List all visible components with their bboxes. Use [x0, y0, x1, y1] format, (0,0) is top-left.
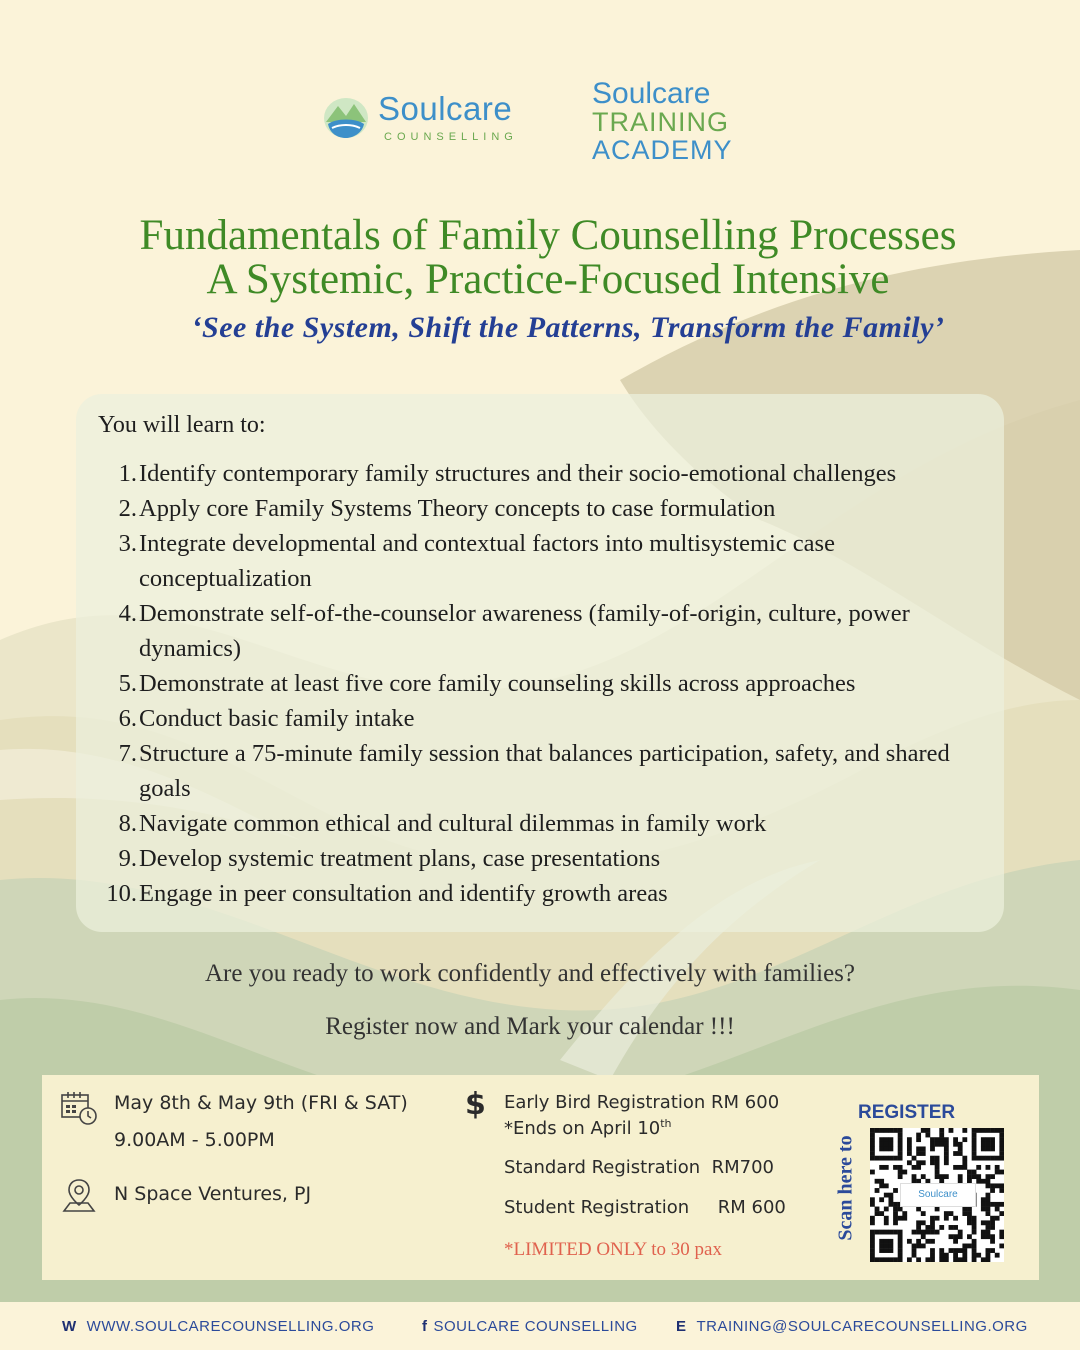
learning-intro: You will learn to: [98, 412, 266, 438]
item-text: Engage in peer consultation and identify growth areas [139, 880, 668, 907]
item-number: 8. [118, 810, 137, 837]
item-number: 4. [118, 600, 137, 627]
website-link[interactable]: WWW.SOULCARECOUNSELLING.ORG [86, 1318, 375, 1335]
event-venue: N Space Ventures, PJ [114, 1183, 312, 1205]
list-item [100, 841, 1000, 876]
item-number: 5. [118, 670, 137, 697]
early-bird-price: Early Bird Registration RM 600 [504, 1092, 780, 1113]
tagline: ‘See the System, Shift the Patterns, Transform the Family’ [191, 311, 945, 344]
register-label: REGISTER [858, 1102, 956, 1123]
student-price: Student Registration RM 600 [504, 1197, 786, 1218]
item-text: Develop systemic treatment plans, case presentations [139, 845, 661, 872]
scan-text: Scan here to [834, 1135, 857, 1241]
web-prefix: W [62, 1318, 77, 1335]
item-text: Identify contemporary family structures and their socio-emotional challenges [139, 460, 897, 487]
qr-center-logo: Soulcare [900, 1183, 976, 1207]
list-item [100, 666, 1000, 701]
calendar-clock-icon [60, 1090, 98, 1126]
item-number: 3. [118, 530, 137, 557]
facebook-link[interactable]: SOULCARE COUNSELLING [433, 1318, 638, 1335]
list-item [100, 806, 1000, 841]
event-date: May 8th & May 9th (FRI & SAT) [114, 1092, 408, 1114]
item-number: 7. [118, 740, 137, 767]
limited-seats-note: *LIMITED ONLY to 30 pax [504, 1239, 722, 1260]
item-text: Integrate developmental and contextual factors into multisystemic case conceptualization [139, 530, 835, 592]
footer-website[interactable] [62, 1318, 374, 1335]
item-text: Navigate common ethical and cultural dilemmas in family work [139, 810, 767, 837]
academy-logo-line2: TRAINING [592, 107, 730, 137]
list-item [100, 526, 1000, 596]
list-item [100, 876, 1000, 911]
facebook-icon: f [422, 1318, 428, 1335]
academy-logo-line1: Soulcare [592, 77, 711, 110]
dollar-icon: $ [465, 1087, 486, 1122]
title-line-2: A Systemic, Practice-Focused Intensive [206, 256, 890, 303]
scan-instruction [826, 1133, 866, 1243]
standard-price: Standard Registration RM700 [504, 1157, 774, 1178]
mountain-logo-icon [322, 94, 370, 140]
item-text: Structure a 75-minute family session that balances participation, safety, and shared goals [139, 740, 950, 802]
email-link[interactable]: TRAINING@SOULCARECOUNSELLING.ORG [696, 1318, 1028, 1335]
early-bird-note-text: *Ends on April 10 [504, 1118, 661, 1139]
soulcare-counselling-logo [322, 90, 542, 146]
cta-question: Are you ready to work confidently and effectively with families? [204, 960, 855, 987]
early-bird-note-sup: th [660, 1117, 672, 1130]
item-text: Conduct basic family intake [139, 705, 415, 732]
academy-logo-line3: ACADEMY [592, 135, 733, 165]
list-item [100, 701, 1000, 736]
map-pin-icon [60, 1177, 98, 1215]
learning-objectives-list [100, 456, 1000, 911]
early-bird-note [504, 1117, 672, 1139]
item-number: 2. [118, 495, 137, 522]
item-number: 9. [118, 845, 137, 872]
footer-facebook[interactable] [422, 1318, 638, 1335]
email-prefix: E [676, 1318, 687, 1335]
title-line-1: Fundamentals of Family Counselling Processes [139, 212, 957, 259]
list-item [100, 596, 1000, 666]
item-text: Demonstrate at least five core family counseling skills across approaches [139, 670, 856, 697]
item-number: 1. [118, 460, 137, 487]
page-title [40, 214, 1056, 302]
item-text: Apply core Family Systems Theory concepts to case formulation [139, 495, 776, 522]
footer-email[interactable] [676, 1318, 1028, 1335]
list-item [100, 491, 1000, 526]
list-item [100, 736, 1000, 806]
item-text: Demonstrate self-of-the-counselor awareness (family-of-origin, culture, power dynamics) [139, 600, 910, 662]
logo-sub-text: COUNSELLING [384, 131, 518, 143]
cta-register-line: Register now and Mark your calendar !!! [325, 1013, 735, 1040]
item-number: 10. [106, 880, 137, 907]
logo-brand-text: Soulcare [378, 90, 513, 127]
training-academy-logo [592, 77, 762, 165]
event-time: 9.00AM - 5.00PM [114, 1129, 275, 1151]
list-item [100, 456, 1000, 491]
item-number: 6. [118, 705, 137, 732]
